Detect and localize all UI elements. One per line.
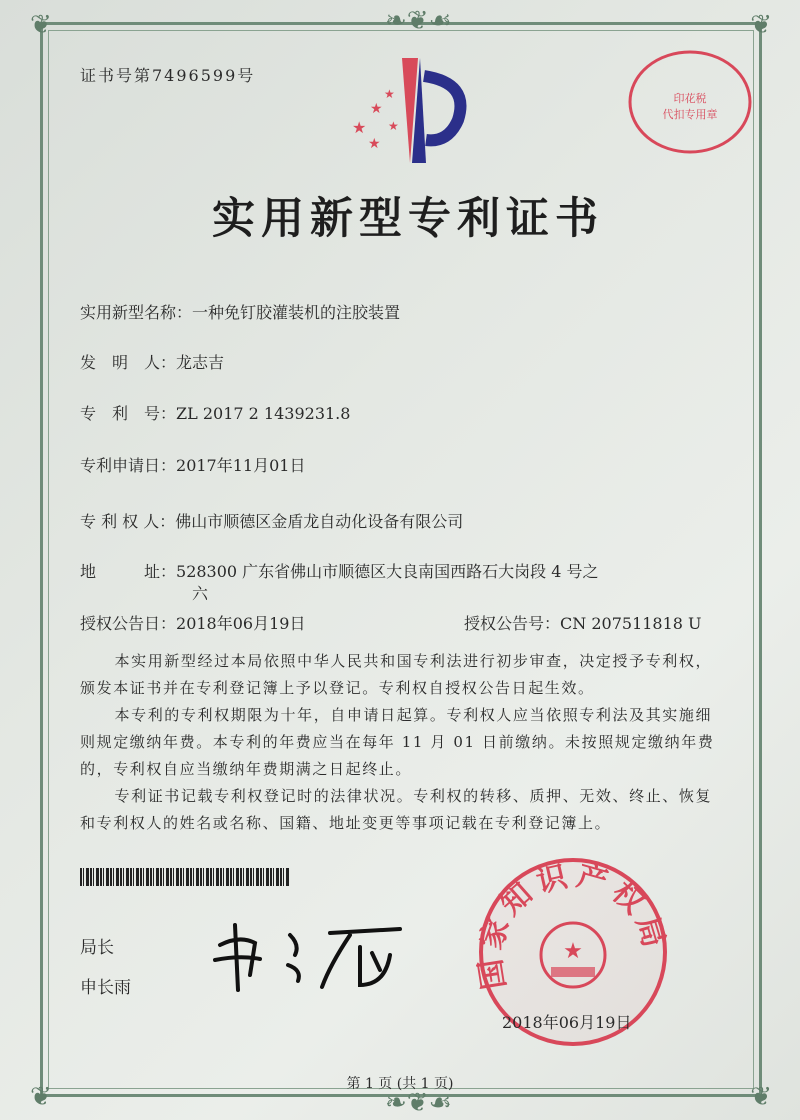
paragraph-1: 本实用新型经过本局依照中华人民共和国专利法进行初步审查，决定授予专利权，颁发本证书并在专利登记簿上予以登记。专利权自授权公告日起生效。 — [80, 652, 713, 697]
svg-text:★: ★ — [388, 119, 399, 133]
paragraph-3: 专利证书记载专利权登记时的法律状况。专利权的转移、质押、无效、终止、恢复和专利权人的姓名或名称、国籍、地址变更等事项记载在专利登记簿上。 — [80, 787, 713, 832]
grant-no-label: 授权公告号： — [464, 614, 561, 633]
svg-text:★: ★ — [384, 87, 395, 101]
certificate-number: 证书号第7496599号 — [80, 66, 256, 85]
address-label: 地 址： — [80, 562, 177, 581]
name-label: 实用新型名称： — [80, 303, 193, 322]
grant-date-label: 授权公告日： — [80, 614, 177, 633]
corner-ornament: ❦ — [30, 10, 52, 40]
signatory-name: 申长雨 — [80, 978, 131, 998]
signatory-title: 局长 — [80, 938, 114, 958]
corner-ornament: ❦ — [30, 1082, 52, 1112]
name-value: 一种免钉胶灌装机的注胶装置 — [192, 303, 401, 322]
filing-date-label: 专利申请日： — [80, 456, 177, 475]
corner-ornament: ❦ — [750, 10, 772, 40]
inventor-label: 发 明 人： — [80, 353, 177, 372]
handwritten-signature — [210, 915, 410, 995]
patent-no-label: 专 利 号： — [80, 404, 177, 423]
filing-date-value: 2017年11月01日 — [176, 456, 306, 475]
bottom-ornament: ❧❦☙ — [385, 1088, 452, 1118]
corner-ornament: ❦ — [750, 1082, 772, 1112]
inventor-value: 龙志吉 — [176, 353, 225, 372]
page-title: 实用新型专利证书 — [212, 194, 604, 244]
address-value-line1: 528300 广东省佛山市顺德区大良南国西路石大岗段 4 号之 — [176, 562, 599, 581]
svg-text:★: ★ — [563, 939, 583, 964]
svg-text:国家知识产权局: 国家知识产权局 — [476, 857, 670, 992]
patent-no-value: ZL 2017 2 1439231.8 — [176, 404, 351, 423]
grant-no-value: CN 207511818 U — [560, 614, 702, 633]
paragraph-2: 本专利的专利权期限为十年，自申请日起算。专利权人应当依照专利法及其实施细则规定缴纳年费。本专利的年费应当在每年 11 月 01 日前缴纳。未按照规定缴纳年费的，专利权自应当缴纳年费期满之日起终止。 — [80, 706, 715, 778]
svg-text:★: ★ — [368, 136, 381, 152]
tax-seal-line1: 印花税 — [673, 92, 707, 105]
patentee-label: 专 利 权 人： — [80, 512, 176, 531]
address-value-line2: 六 — [192, 584, 209, 603]
svg-text:★: ★ — [352, 118, 367, 137]
top-ornament: ❧❦☙ — [385, 6, 452, 36]
cnipa-logo — [340, 48, 480, 168]
barcode — [80, 868, 290, 886]
tax-stamp-seal — [626, 48, 754, 156]
tax-seal-line2: 代扣专用章 — [662, 108, 718, 121]
grant-date-value: 2018年06月19日 — [176, 614, 306, 633]
patentee-value: 佛山市顺德区金盾龙自动化设备有限公司 — [175, 512, 464, 531]
svg-text:★: ★ — [370, 101, 383, 117]
seal-date: 2018年06月19日 — [502, 1013, 632, 1032]
page-footer: 第 1 页 (共 1 页) — [346, 1076, 454, 1092]
